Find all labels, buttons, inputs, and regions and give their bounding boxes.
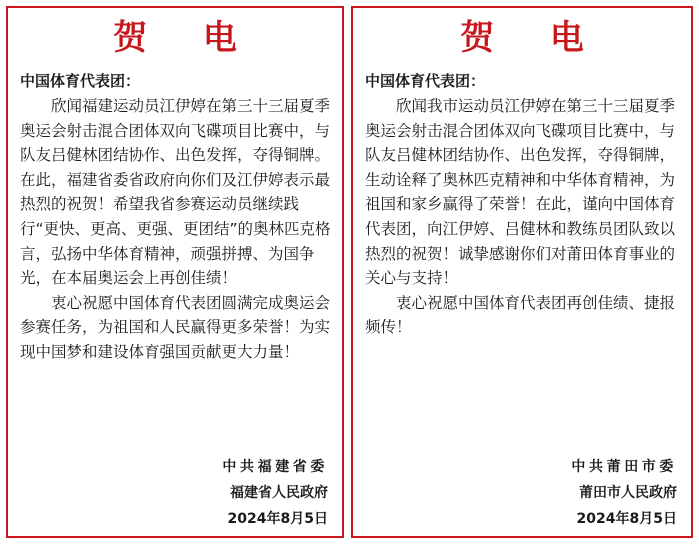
salutation: 中国体育代表团： [365, 72, 486, 90]
message-paragraph: 衷心祝愿中国体育代表团再创佳绩、捷报频传！ [365, 293, 676, 337]
panel-title: 贺 电 [460, 18, 606, 58]
message-paragraph: 衷心祝愿中国体育代表团圆满完成奥运会参赛任务，为祖国和人民赢得更多荣誉！为实现中国梦和建设体育强国贡献更大力量！ [20, 293, 331, 361]
signature-party-committee: 中共福建省委 [222, 459, 328, 475]
signature-government: 福建省人民政府 [230, 485, 328, 501]
signature-government: 莆田市人民政府 [579, 485, 677, 501]
congratulation-panel-fujian [6, 6, 344, 538]
message-body [20, 94, 334, 365]
panel-title: 贺 电 [113, 18, 259, 58]
signature-party-committee: 中共莆田市委 [571, 459, 677, 475]
message-paragraph: 欣闻我市运动员江伊婷在第三十三届夏季奥运会射击混合团体双向飞碟项目比赛中，与队友吕健林团结协作、出色发挥，夺得铜牌，生动诠释了奥林匹克精神和中华体育精神，为祖国和家乡赢得了荣誉！在此，谨向中国体育代表团，向江伊婷、吕健林和教练员团队致以热烈的祝贺！诚挚感谢你们对莆田体育事业的关心与支持！ [365, 97, 676, 288]
signature-date: 2024年8月5日 [576, 511, 677, 527]
salutation: 中国体育代表团： [20, 72, 141, 90]
message-paragraph: 欣闻福建运动员江伊婷在第三十三届夏季奥运会射击混合团体双向飞碟项目比赛中，与队友吕健林团结协作、出色发挥，夺得铜牌。在此，福建省委省政府向你们及江伊婷表示最热烈的祝贺！希望我省参赛运动员继续践行“更快、更高、更强、更团结”的奥林匹克格言，弘扬中华体育精神，顽强拼搏、为国争光，在本届奥运会上再创佳绩！ [20, 97, 331, 288]
congratulation-panel-putian [351, 6, 693, 538]
message-body [365, 94, 683, 340]
signature-date: 2024年8月5日 [227, 511, 328, 527]
